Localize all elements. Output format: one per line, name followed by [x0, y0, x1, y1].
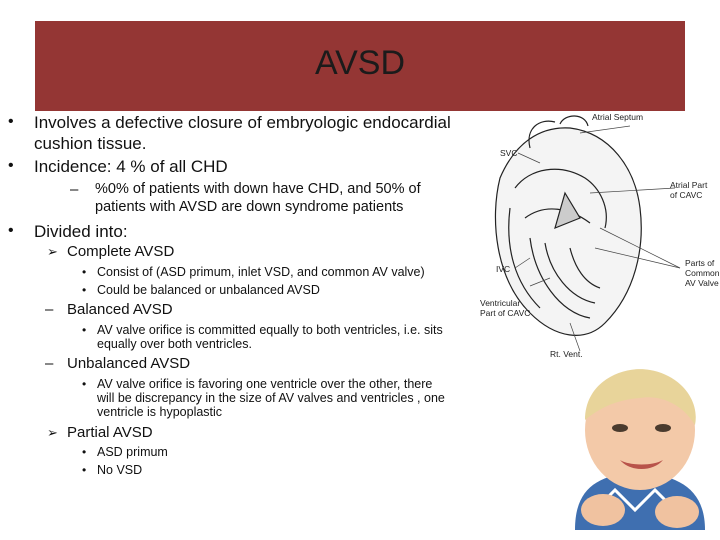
small-dot: •: [82, 377, 87, 391]
child-photo: [555, 360, 720, 530]
label-svc: SVC: [500, 148, 518, 158]
sub-dash: –: [70, 181, 79, 198]
complete-item-1: Consist of (ASD primum, inlet VSD, and common AV valve): [97, 265, 425, 279]
balanced-avsd: Balanced AVSD: [67, 301, 173, 318]
label-atrial-septum: Atrial Septum: [592, 112, 644, 122]
slide-title: AVSD: [314, 44, 406, 82]
balanced-line1: AV valve orifice is committed equally to both ventricles, i.e. sits: [97, 323, 443, 337]
bullet-dot: •: [8, 113, 14, 130]
partial-avsd: Partial AVSD: [67, 424, 153, 441]
bullet-dot: •: [8, 222, 14, 239]
label-rt-vent: Rt. Vent.: [550, 349, 583, 358]
small-dot: •: [82, 283, 87, 297]
small-dot: •: [82, 445, 87, 459]
heart-diagram: [470, 108, 720, 358]
label-atrial-part-2: of CAVC: [670, 190, 703, 200]
label-ventricular-1: Ventricular: [480, 298, 521, 308]
unbalanced-line2: will be discrepancy in the size of AV valves and ventricles , one: [97, 391, 445, 405]
bullet-3: Divided into:: [34, 222, 128, 241]
complete-avsd: Complete AVSD: [67, 243, 175, 260]
complete-item-2: Could be balanced or unbalanced AVSD: [97, 283, 320, 297]
label-parts-1: Parts of: [685, 258, 715, 268]
label-parts-2: Common: [685, 268, 720, 278]
label-ventricular-2: Part of CAVC: [480, 308, 531, 318]
unbalanced-line3: ventricle is hypoplastic: [97, 405, 223, 419]
bullet-1-line1: Involves a defective closure of embryologic endocardial: [34, 113, 451, 132]
label-atrial-part-1: Atrial Part: [670, 180, 708, 190]
label-ivc: IVC: [496, 264, 511, 274]
partial-item-1: ASD primum: [97, 445, 168, 459]
unbalanced-avsd: Unbalanced AVSD: [67, 355, 191, 372]
bullet-2-sub-line1: %0% of patients with down have CHD, and 50% of: [95, 181, 421, 197]
bullet-2: Incidence: 4 % of all CHD: [34, 157, 228, 176]
arrow-bullet-icon: ➢: [47, 244, 58, 259]
small-dot: •: [82, 323, 87, 337]
balanced-line2: equally over both ventricles.: [97, 337, 252, 351]
small-dot: •: [82, 463, 87, 477]
partial-item-2: No VSD: [97, 463, 143, 477]
small-dot: •: [82, 265, 87, 279]
bullet-dot: •: [8, 157, 14, 174]
sub-dash: –: [45, 301, 54, 318]
sub-dash: –: [45, 355, 54, 372]
arrow-bullet-icon: ➢: [47, 425, 58, 440]
bullet-2-sub-line2: patients with AVSD are down syndrome patients: [95, 199, 404, 215]
unbalanced-line1: AV valve orifice is favoring one ventricle over the other, there: [97, 377, 433, 391]
bullet-1-line2: cushion tissue.: [34, 134, 147, 153]
label-parts-3: AV Valve: [685, 278, 719, 288]
